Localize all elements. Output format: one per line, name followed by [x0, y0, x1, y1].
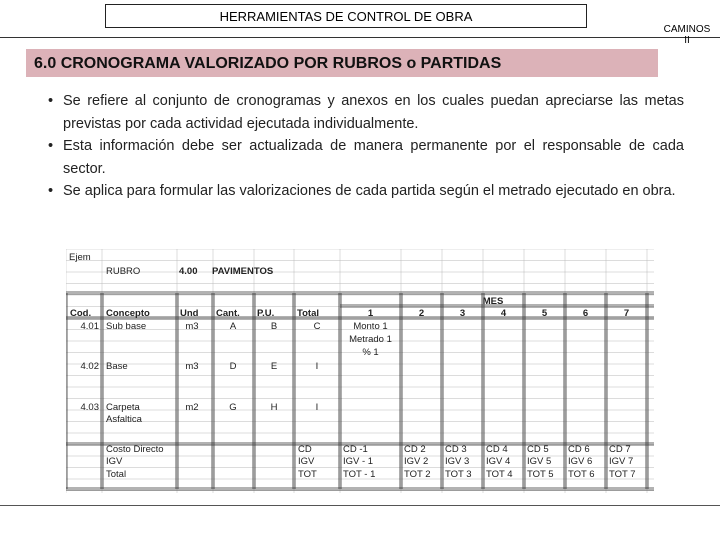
row-total: C	[313, 321, 321, 332]
bullet-text: Se aplica para formular las valorizaciones de cada partida según el metrado ejecutado en obra.	[63, 183, 676, 199]
bullet-item	[48, 180, 684, 203]
rubro-code: 4.00	[179, 266, 198, 277]
mes-label: MES	[482, 296, 504, 307]
month1-detail: Monto 1	[353, 321, 388, 332]
summary-cell: IGV 7	[609, 456, 634, 467]
row-concept: Sub base	[106, 321, 147, 332]
summary-code: CD	[298, 444, 312, 455]
summary-cell: TOT 6	[568, 469, 595, 480]
course-tag-line1: CAMINOS	[663, 24, 711, 35]
spreadsheet-example	[66, 249, 654, 493]
bullet-dot-icon: •	[48, 93, 54, 109]
summary-cell: CD 5	[527, 444, 549, 455]
summary-cell: TOT 2	[404, 469, 431, 480]
header-title-box	[105, 4, 587, 28]
summary-code: TOT	[298, 469, 317, 480]
rubro-name: PAVIMENTOS	[212, 266, 274, 277]
column-header: Total	[297, 308, 319, 319]
column-header: Und	[180, 308, 199, 319]
month-header: 2	[418, 308, 425, 319]
month-header: 5	[541, 308, 548, 319]
summary-cell: TOT 7	[609, 469, 636, 480]
row-unit: m3	[185, 361, 199, 372]
summary-cell: TOT 4	[486, 469, 513, 480]
summary-cell: IGV 6	[568, 456, 593, 467]
month-header: 4	[500, 308, 507, 319]
column-header: Cant.	[216, 308, 240, 319]
summary-cell: IGV - 1	[343, 456, 374, 467]
section-title: 6.0 CRONOGRAMA VALORIZADO POR RUBROS o PARTIDAS	[34, 55, 502, 72]
row-total: I	[315, 402, 319, 413]
bullet-dot-icon: •	[48, 138, 54, 154]
row-code: 4.02	[80, 361, 99, 372]
summary-cell: IGV 2	[404, 456, 429, 467]
row-unit-price: B	[270, 321, 278, 332]
bullet-list	[48, 90, 684, 203]
summary-cell: CD 7	[609, 444, 631, 455]
row-code: 4.01	[80, 321, 99, 332]
row-concept: Asfaltica	[106, 414, 142, 425]
section-title-bar	[26, 49, 658, 77]
bullet-item	[48, 90, 684, 135]
bullet-item	[48, 135, 684, 180]
footer-divider	[0, 505, 720, 506]
summary-cell: CD 2	[404, 444, 426, 455]
summary-cell: CD -1	[343, 444, 368, 455]
month1-detail: % 1	[362, 347, 379, 358]
month-header: 7	[623, 308, 630, 319]
example-label: Ejem	[69, 252, 91, 263]
header-title: HERRAMIENTAS DE CONTROL DE OBRA	[219, 9, 473, 24]
row-unit: m3	[185, 321, 199, 332]
row-quantity: G	[229, 402, 237, 413]
header-divider	[0, 37, 720, 38]
row-code: 4.03	[80, 402, 99, 413]
row-unit-price: E	[270, 361, 278, 372]
row-unit: m2	[185, 402, 199, 413]
summary-label: Total	[106, 469, 127, 480]
rubro-label: RUBRO	[106, 266, 141, 277]
row-quantity: D	[229, 361, 237, 372]
summary-cell: IGV 3	[445, 456, 470, 467]
spreadsheet-grid	[66, 249, 654, 493]
column-header: Concepto	[106, 308, 150, 319]
row-total: I	[315, 361, 319, 372]
course-tag-line2: II	[684, 35, 690, 46]
month-header: 1	[367, 308, 374, 319]
month1-detail: Metrado 1	[349, 334, 392, 345]
course-tag	[656, 24, 718, 46]
row-concept: Carpeta	[106, 402, 140, 413]
row-concept: Base	[106, 361, 128, 372]
summary-cell: CD 3	[445, 444, 467, 455]
summary-label: IGV	[106, 456, 123, 467]
column-header: P.U.	[257, 308, 275, 319]
summary-cell: TOT 5	[527, 469, 554, 480]
summary-cell: IGV 4	[486, 456, 511, 467]
row-quantity: A	[229, 321, 237, 332]
column-header: Cod.	[70, 308, 92, 319]
bullet-text: Se refiere al conjunto de cronogramas y anexos en los cuales puedan apreciarse las metas previstas por cada actividad ejecutada individualmente.	[63, 93, 684, 132]
summary-code: IGV	[298, 456, 315, 467]
summary-label: Costo Directo	[106, 444, 164, 455]
summary-cell: TOT 3	[445, 469, 472, 480]
summary-cell: TOT - 1	[343, 469, 376, 480]
summary-cell: CD 6	[568, 444, 590, 455]
bullet-text: Esta información debe ser actualizada de manera permanente por el responsable de cada sector.	[63, 138, 684, 177]
summary-cell: CD 4	[486, 444, 508, 455]
bullet-dot-icon: •	[48, 183, 54, 199]
row-unit-price: H	[270, 402, 278, 413]
summary-cell: IGV 5	[527, 456, 552, 467]
month-header: 3	[459, 308, 466, 319]
month-header: 6	[582, 308, 589, 319]
